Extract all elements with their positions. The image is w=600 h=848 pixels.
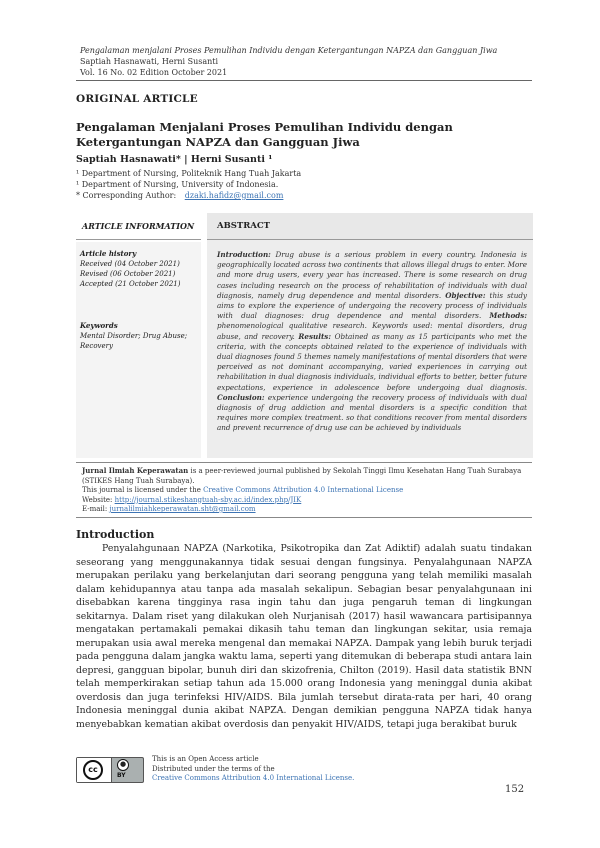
abstract-intro-label: Introduction: [217, 250, 271, 259]
journal-email [82, 505, 532, 515]
article-history-heading: Article history [80, 249, 137, 258]
history-item: Revised (06 October 2021) [80, 270, 176, 278]
corresponding-label: * Corresponding Author: [76, 191, 177, 200]
abstract-heading: ABSTRACT [207, 213, 533, 240]
corresponding-author [76, 190, 283, 201]
by-label: BY [117, 772, 126, 779]
abstract-conclusion-label: Conclusion: [217, 392, 265, 402]
abstract-intro: Drug abuse is a serious problem in every country. Indonesia is geographically located across two continents that allows illegal drugs to enter. More and more drug users, every year has increased. There is some research on drug cases including research on the process of rehabilitation of individuals with dual diagnosis, namely drug dependence and mental disorders. [217, 250, 527, 300]
history-item: Received (04 October 2021) [80, 260, 180, 268]
journal-name: Jurnal Ilmiah Keperawatan [82, 466, 189, 475]
journal-desc-text: is a peer-reviewed journal published by Sekolah Tinggi Ilmu Kesehatan Hang Tuah Surabaya (STIKES Hang Tuah Surabaya). [82, 467, 522, 485]
history-item: Accepted (21 October 2021) [80, 280, 181, 288]
abstract-methods-label: Methods: [489, 311, 527, 321]
article-information-body [76, 242, 201, 458]
journal-info-divider-bottom [76, 517, 532, 518]
journal-description [82, 466, 532, 486]
journal-email-link[interactable]: jurnalilmiahkeperawatan.sht@gmail.com [109, 505, 256, 513]
introduction-heading: Introduction [76, 528, 155, 541]
introduction-paragraph: Penyalahgunaan NAPZA (Narkotika, Psikotropika dan Zat Adiktif) adalah suatu tindakan seseorang yang menggunakannya tidak sesuai dengan fungsinya. Penyalahgunaan NAPZA merupakan perilaku yang berkelanjutan dari seorang pengguna yang telah memiliki masalah dalam kehidupannya atau tanpa ada masalah sekalipun. Sebagian besar penyalahgunaan ini disebabkan karena tingginya rasa ingin tahu dan juga pengaruh teman di lingkungan sekitarnya. Dalam riset yang dilakukan oleh Nurjanisah (2017) hasil wawancara partisipannya mengatakan pertamakali pemakai dikasih tahu teman dan lingkungan sekitar, usia remaja merupakan usia awal mereka mengenal dan memakai NAPZA. Dampak yang lebih buruk terjadi pada pengguna dalam jangka waktu lama, seperti yang ditemukan di beberapa studi antara lain depresi, gangguan bipolar, bunuh diri dan skizofrenia, Chilton (2019). Hasil data statistik BNN telah memperkirakan setiap tahun ada 15.000 orang Indonesia yang meninggal dunia akibat overdosis dan juga terinfeksi HIV/AIDS. Bila jumlah tersebut dirata-rata per hari, 40 orang Indonesia meninggal dunia akibat NAPZA. Dengan demikian pengguna NAPZA tidak hanya menyebabkan kematian akibat overdosis dan penyakit HIV/AIDS, tetapi juga berakibat buruk [76, 543, 532, 730]
article-information-heading: ARTICLE INFORMATION [76, 213, 201, 240]
license-link[interactable]: Creative Commons Attribution 4.0 International License [203, 486, 404, 494]
attribution-person-icon: ● [117, 759, 129, 771]
article-information-panel [76, 213, 201, 458]
header-divider [76, 80, 532, 81]
author-list: Saptiah Hasnawati* | Herni Susanti ¹ [76, 154, 273, 165]
website-link[interactable]: http://journal.stikeshangtuah-sby.ac.id/index.php/JIK [114, 495, 302, 504]
license-prefix: This journal is licensed under the [82, 486, 204, 494]
abstract-conclusion: experience undergoing the recovery process of individuals with dual diagnosis of drug addiction and mental disorders is a specific condition that requires more complex treatment. so that conditions recover from mental disorders and prevent recurrence of drug use can be achieved by individuals [217, 392, 527, 433]
abstract-results: Obtained as many as 15 participants who met the criteria, with the concepts obtained related to the experience of individuals with dual diagnoses found 5 themes namely manifestations of mental disorders that were perceived as not dominant accompanying, varied experiences in carrying out rehabilitation in dual diagnosis individuals, individual efforts to better, better future expectations, experience in adolescence before undergoing dual diagnosis. [217, 331, 527, 392]
abstract-methods: phenomenological qualitative research. Keywords used: mental disorders, drug abuse, and recovery. [217, 321, 527, 341]
journal-license [82, 486, 532, 496]
section-label: ORIGINAL ARTICLE [76, 93, 198, 105]
affiliation: ¹ Department of Nursing, Politeknik Hang Tuah Jakarta [76, 169, 302, 178]
keywords-text: Mental Disorder; Drug Abuse; Recovery [80, 332, 188, 350]
website-label: Website: [82, 495, 115, 504]
open-access-line1: This is an Open Access article [152, 755, 259, 763]
abstract-text [217, 250, 527, 434]
page-number: 152 [505, 784, 525, 795]
corresponding-email-link[interactable]: dzaki.hafidz@gmail.com [184, 191, 284, 200]
open-access-note [152, 755, 354, 784]
journal-info-divider-top [76, 462, 532, 463]
running-title: Pengalaman menjalani Proses Pemulihan Individu dengan Ketergantungan NAPZA dan Gangguan Jiwa [80, 46, 498, 55]
cc-by-license-badge[interactable] [76, 757, 144, 783]
keywords-heading: Keywords [80, 321, 118, 330]
affiliation: ¹ Department of Nursing, University of Indonesia. [76, 180, 279, 189]
header-volume: Vol. 16 No. 02 Edition October 2021 [80, 68, 228, 77]
email-label: E-mail: [82, 505, 110, 513]
journal-website [82, 496, 532, 506]
abstract-objective-label: Objective: [445, 290, 486, 300]
abstract-objective: this study aims to explore the experience of undergoing the recovery process of individuals with dual diagnoses: drug dependence and mental disorders. [217, 290, 527, 321]
article-title: Pengalaman Menjalani Proses Pemulihan Individu dengan Ketergantungan NAPZA dan Gangguan Jiwa [76, 120, 453, 149]
header-authors: Saptiah Hasnawati, Herni Susanti [80, 57, 219, 66]
abstract-panel [207, 213, 533, 458]
cc-badge-left [77, 758, 112, 782]
open-access-line2: Distributed under the terms of the [152, 764, 275, 773]
creative-commons-icon: cc [83, 760, 103, 780]
abstract-results-label: Results: [298, 331, 331, 341]
open-access-license-link[interactable]: Creative Commons Attribution 4.0 International License. [152, 774, 355, 782]
journal-info [82, 466, 532, 515]
running-header [80, 45, 497, 78]
